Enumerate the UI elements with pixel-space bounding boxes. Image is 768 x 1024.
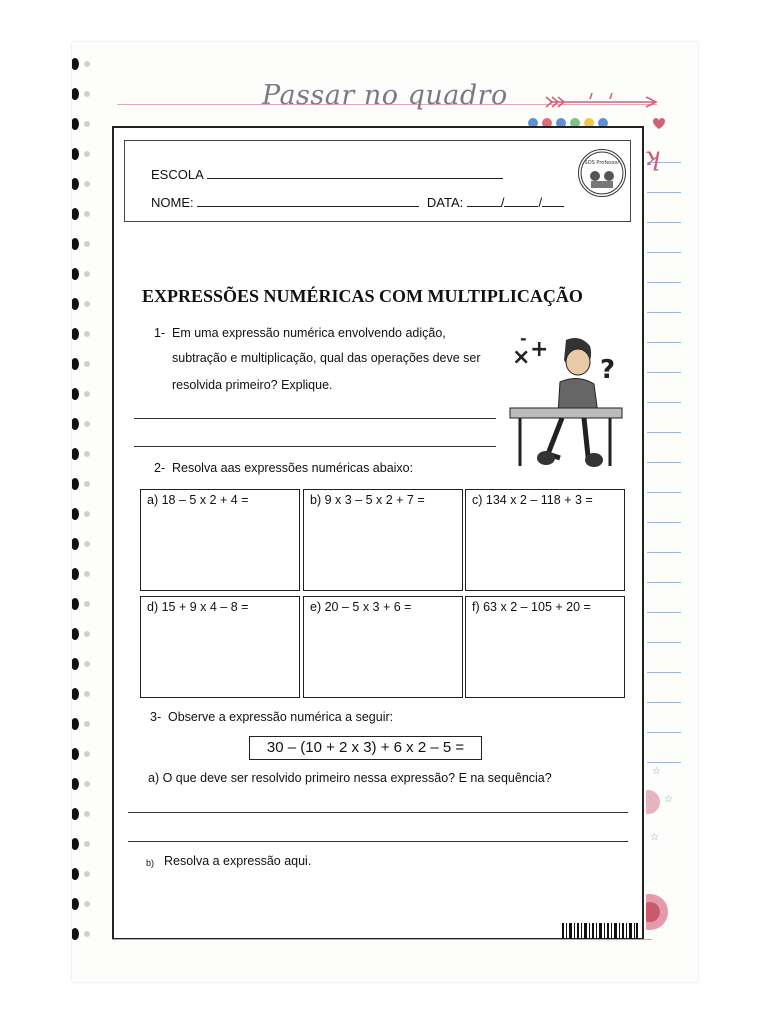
q1-number: 1-	[154, 326, 166, 340]
q3b-text: Resolva a expressão aqui.	[164, 854, 312, 868]
nome-field[interactable]	[197, 195, 419, 207]
q2-text: Resolva aas expressões numéricas abaixo:	[172, 461, 414, 475]
spiral-binding	[72, 42, 94, 982]
svg-text:×: ×	[512, 345, 531, 370]
red-doodle-icon: ʞ	[644, 142, 660, 172]
notebook-page	[72, 42, 698, 982]
q3a-answer-line-2[interactable]	[128, 841, 628, 842]
worksheet	[112, 126, 644, 940]
q3a-question: a) O que deve ser resolvido primeiro nessa expressão? E na sequência?	[148, 771, 552, 785]
header-box	[124, 140, 631, 222]
svg-text:☆: ☆	[664, 794, 673, 805]
expression-c: c) 134 x 2 – 118 + 3 =	[472, 493, 593, 507]
handwritten-title: Passar no quadro	[262, 80, 508, 111]
svg-text:?: ?	[600, 355, 616, 385]
q1-answer-line-1[interactable]	[134, 418, 496, 419]
q1-line-1: Em uma expressão numérica envolvendo adição,	[172, 326, 446, 340]
side-stickers-icon	[646, 762, 686, 962]
q3-expression: 30 – (10 + 2 x 3) + 6 x 2 – 5 =	[249, 736, 482, 760]
svg-text:+: +	[530, 337, 549, 362]
barcode-icon	[562, 923, 638, 939]
q3a-answer-line-1[interactable]	[128, 812, 628, 813]
expression-a: a) 18 – 5 x 2 + 4 =	[147, 493, 249, 507]
escola-row	[151, 167, 503, 182]
svg-text:-: -	[520, 329, 527, 348]
answer-box-f[interactable]	[465, 596, 625, 698]
worksheet-title: EXPRESSÕES NUMÉRICAS COM MULTIPLICAÇÃO	[142, 286, 583, 306]
q3-text: Observe a expressão numérica a seguir:	[168, 710, 394, 724]
svg-text:☆: ☆	[652, 766, 661, 777]
svg-text:SOS Professor: SOS Professor	[584, 160, 620, 166]
answer-box-e[interactable]	[303, 596, 463, 698]
q3b-label: b)	[146, 858, 155, 868]
thinking-student-illustration	[506, 326, 626, 474]
q1-answer-line-2[interactable]	[134, 446, 496, 447]
expression-f: f) 63 x 2 – 105 + 20 =	[472, 600, 591, 614]
nome-row: NOME: DATA: / /	[151, 195, 564, 210]
expression-e: e) 20 – 5 x 3 + 6 =	[310, 600, 412, 614]
data-label: DATA:	[426, 195, 464, 210]
data-month-field[interactable]	[504, 195, 538, 207]
q1-line-3: resolvida primeiro? Explique.	[172, 378, 333, 392]
data-year-field[interactable]	[542, 195, 564, 207]
footer-rule	[112, 939, 652, 940]
school-logo	[578, 149, 626, 197]
q3-number: 3-	[150, 710, 162, 724]
answer-box-a[interactable]	[140, 489, 300, 591]
answer-box-c[interactable]	[465, 489, 625, 591]
arrow-doodle-icon	[542, 92, 662, 108]
q1-line-2: subtração e multiplicação, qual das operações deve ser	[172, 351, 481, 365]
answer-box-d[interactable]	[140, 596, 300, 698]
expression-d: d) 15 + 9 x 4 – 8 =	[147, 600, 249, 614]
svg-text:☆: ☆	[650, 832, 659, 843]
data-day-field[interactable]	[467, 195, 501, 207]
escola-label: ESCOLA	[151, 167, 204, 182]
expression-b: b) 9 x 3 – 5 x 2 + 7 =	[310, 493, 425, 507]
nome-label: NOME:	[151, 195, 194, 210]
answer-box-b[interactable]	[303, 489, 463, 591]
escola-field[interactable]	[207, 167, 503, 179]
q2-number: 2-	[154, 461, 166, 475]
